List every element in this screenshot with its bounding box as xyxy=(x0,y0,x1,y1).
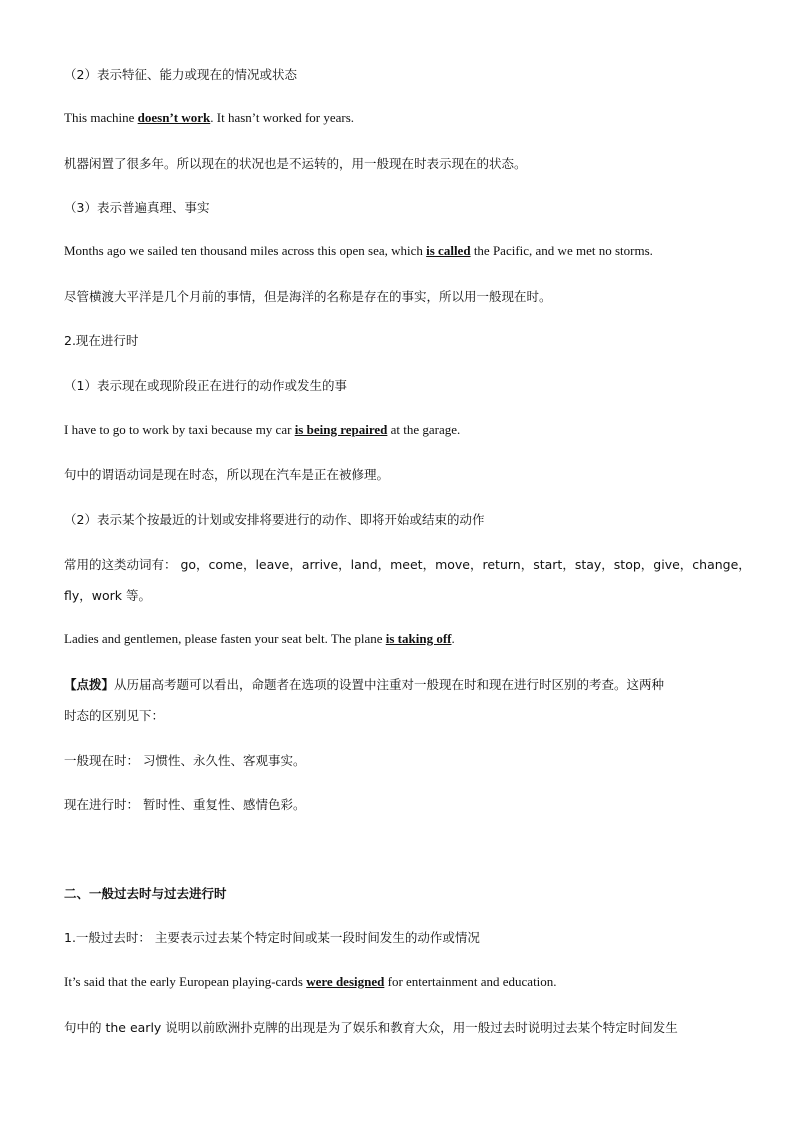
sentence-text: This machine xyxy=(64,110,138,125)
tip-paragraph-line-2: 时态的区别见下： xyxy=(64,708,165,723)
highlighted-verb: is taking off xyxy=(385,631,452,646)
sentence-text: Ladies and gentlemen, please fasten your seat belt. The plane xyxy=(64,631,386,646)
tip-paragraph-line-1 xyxy=(64,676,734,694)
explanation-taxi: 句中的谓语动词是现在时态，所以现在汽车是正在被修理。 xyxy=(64,467,390,482)
tip-tag: 【点拨】 xyxy=(64,677,115,692)
subheading-2-characteristics: （2）表示特征、能力或现在的情况或状态 xyxy=(64,67,297,82)
highlighted-verb: is called xyxy=(426,243,471,258)
example-sentence-machine xyxy=(64,109,734,127)
simple-present-summary: 一般现在时： 习惯性、永久性、客观事实。 xyxy=(64,753,306,768)
sentence-text: the Pacific, and we met no storms. xyxy=(470,243,653,258)
highlighted-verb: were designed xyxy=(306,974,385,989)
example-sentence-plane xyxy=(64,630,734,648)
explanation-playing-cards: 句中的 the early 说明以前欧洲扑克牌的出现是为了娱乐和教育大众，用一般过去时说明过去某个特定时间发生 xyxy=(64,1020,678,1035)
example-sentence-taxi xyxy=(64,421,734,439)
sentence-text: I have to go to work by taxi because my car xyxy=(64,422,295,437)
highlighted-verb: is being repaired xyxy=(294,422,388,437)
explanation-machine: 机器闲置了很多年。所以现在的状况也是不运转的，用一般现在时表示现在的状态。 xyxy=(64,156,527,171)
explanation-pacific: 尽管横渡大平洋是几个月前的事情，但是海洋的名称是存在的事实，所以用一般现在时。 xyxy=(64,289,552,304)
highlighted-verb: doesn’t work xyxy=(137,110,211,125)
sentence-text: for entertainment and education. xyxy=(384,974,557,989)
section-heading-past-tenses: 二、一般过去时与过去进行时 xyxy=(64,886,227,901)
sentence-text: . xyxy=(451,631,455,646)
subheading-3-truth: （3）表示普遍真理、事实 xyxy=(64,200,210,215)
example-sentence-pacific xyxy=(64,242,734,260)
sentence-text: It’s said that the early European playing-cards xyxy=(64,974,307,989)
sentence-text: Months ago we sailed ten thousand miles across this open sea, which xyxy=(64,243,427,258)
example-sentence-playing-cards xyxy=(64,973,734,991)
subheading-1-ongoing: （1）表示现在或现阶段正在进行的动作或发生的事 xyxy=(64,378,347,393)
verb-list-line-1: 常用的这类动词有： go，come，leave，arrive，land，meet，move，return，start，stay，stop，give，change， xyxy=(64,557,751,572)
section-heading-present-continuous: 2.现在进行时 xyxy=(64,333,139,348)
tip-text: 从历届高考题可以看出，命题者在选项的设置中注重对一般现在时和现在进行时区别的考查。这两种 xyxy=(114,677,665,692)
present-continuous-summary: 现在进行时： 暂时性、重复性、感情色彩。 xyxy=(64,797,306,812)
sentence-text: . It hasn’t worked for years. xyxy=(210,110,355,125)
sentence-text: at the garage. xyxy=(387,422,461,437)
subheading-simple-past: 1.一般过去时： 主要表示过去某个特定时间或某一段时间发生的动作或情况 xyxy=(64,930,480,945)
verb-list-line-2: fly，work 等。 xyxy=(64,588,151,603)
subheading-2-plan: （2）表示某个按最近的计划或安排将要进行的动作、即将开始或结束的动作 xyxy=(64,512,485,527)
